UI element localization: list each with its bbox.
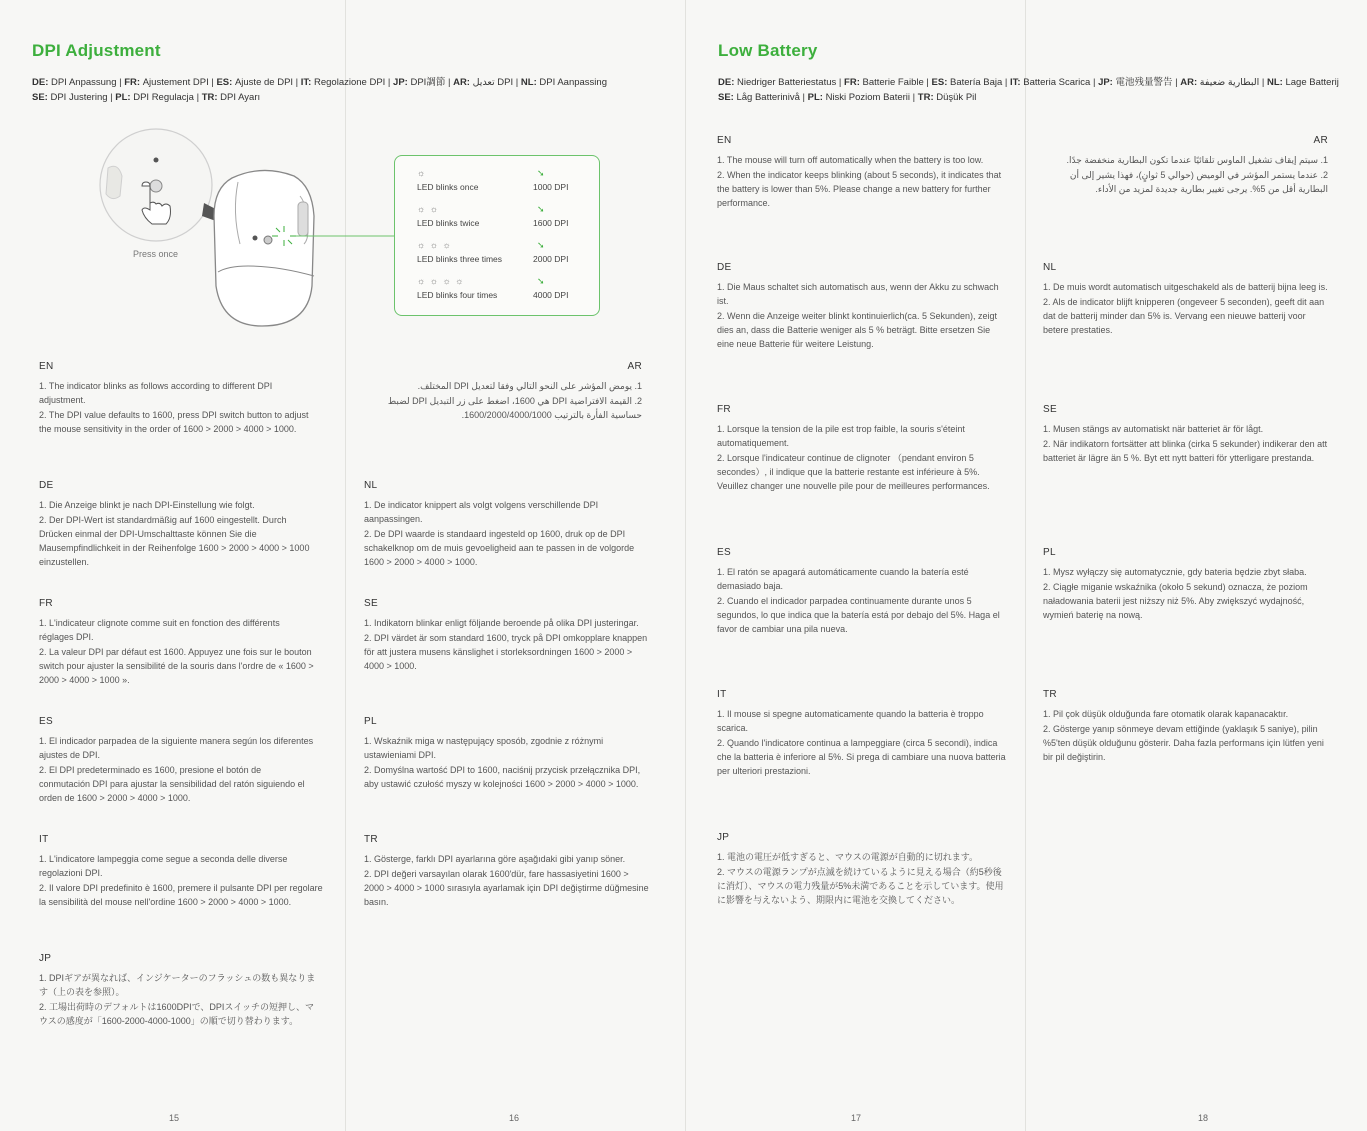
- instruction-line: 2. القيمة الافتراضية DPI هي 1600، اضغط على زر التبديل DPI لضبط حساسية الفأرة بالترتيب 1600/2000/4000/1000.: [387, 396, 642, 420]
- language-title: Batería Baja: [950, 77, 1003, 88]
- instruction-line: 1. Musen stängs av automatiskt när batteriet är för lågt.: [1043, 424, 1264, 434]
- instruction-line: 2. La valeur DPI par défaut est 1600. Appuyez une fois sur le bouton switch pour ajuster la sensibilité de la souris dans l'ordre de « 1600 > 2000 > 4000 > 1000 ».: [39, 647, 314, 685]
- instruction-line: 2. Gösterge yanıp sönmeye devam ettiğinde (yaklaşık 5 saniye), pilin %5'ten düşük olduğunu gösterir. Daha fazla performans için lütfen yeni bir pil değiştirin.: [1043, 724, 1324, 762]
- instruction-line: 2. عندما يستمر المؤشر في الوميض (حوالي 5 ثوانٍ)، فهذا يشير إلى أن البطارية أقل من 5%. يرجى تغيير بطارية جديدة لمزيد من الأداء.: [1069, 170, 1328, 194]
- separator: |: [513, 77, 521, 88]
- section-se: [1043, 403, 1335, 466]
- section-heading: JP: [717, 832, 730, 843]
- dpi-row-value: 4000 DPI: [533, 290, 569, 300]
- language-title: Niedriger Batteriestatus: [737, 77, 837, 88]
- mouse-body: [214, 170, 314, 326]
- page-18: [1025, 0, 1367, 1131]
- instruction-line: 1. Mysz wyłączy się automatycznie, gdy bateria będzie zbyt słaba.: [1043, 567, 1307, 577]
- language-code: AR:: [453, 77, 473, 88]
- separator: |: [1259, 77, 1268, 88]
- instruction-line: 2. Cuando el indicador parpadea continuamente durante unos 5 segundos, lo que indica que la batería está por debajo del 5%. Haga el favor de cambiar una pila nueva.: [717, 596, 1000, 634]
- section-jp: [39, 952, 319, 1029]
- section-heading: SE: [1043, 404, 1057, 415]
- language-code: JP:: [393, 77, 411, 88]
- separator: |: [1002, 77, 1011, 88]
- instruction-line: 2. DPI värdet är som standard 1600, tryck på DPI omkopplare knappen för att justera musens känslighet i storleksordningen 1600 > 2000 > 4000 > 1000.: [364, 633, 648, 671]
- language-title: DPI Regulacja: [133, 92, 194, 103]
- section-heading: AR: [627, 361, 642, 372]
- separator: |: [445, 77, 454, 88]
- dpi-row-label: LED blinks once: [417, 182, 479, 192]
- separator: |: [116, 77, 125, 88]
- section-pl: [364, 715, 649, 792]
- mouse-side-button: [298, 202, 308, 236]
- language-title: DPI Ayarı: [220, 92, 261, 103]
- separator: |: [910, 92, 918, 103]
- instruction-line: 1. يومض المؤشر على النحو التالي وفقا لتعديل DPI المختلف.: [417, 381, 642, 391]
- instruction-line: 1. Wskaźnik miga w następujący sposób, zgodnie z różnymi ustawieniami DPI.: [364, 736, 604, 760]
- separator: |: [1172, 77, 1181, 88]
- cursor-icon: ➘: [537, 204, 545, 214]
- instruction-line: 2. マウスの電源ランプが点滅を続けているように見える場合（約5秒後に消灯）、マウスの電力残量が5%未満であることを示しています。使用に影響を与えないよう、期限内に電池を交換してください。: [717, 867, 1004, 905]
- section-heading: DE: [39, 480, 54, 491]
- separator: |: [193, 92, 202, 103]
- language-title: Niski Poziom Baterii: [825, 92, 911, 103]
- language-code: ES:: [216, 77, 235, 88]
- blink-icon: ☼ ☼ ☼ ☼: [417, 276, 465, 286]
- language-title: DPI Aanpassing: [539, 77, 607, 88]
- separator: |: [1090, 77, 1099, 88]
- language-code: PL:: [807, 92, 826, 103]
- instruction-line: 1. Die Maus schaltet sich automatisch aus, wenn der Akku zu schwach ist.: [717, 282, 999, 306]
- section-heading: SE: [364, 598, 378, 609]
- section-heading: PL: [364, 716, 377, 727]
- section-en: [717, 134, 1007, 211]
- page-title: DPI Adjustment: [32, 41, 161, 60]
- instruction-line: 1. L'indicatore lampeggia come segue a seconda delle diverse regolazioni DPI.: [39, 854, 288, 878]
- instruction-line: 1. سيتم إيقاف تشغيل الماوس تلقائيًا عندما تكون البطارية منخفضة جدًا.: [1066, 155, 1328, 165]
- dpi-row-label: LED blinks twice: [417, 218, 480, 228]
- instruction-line: 1. L'indicateur clignote comme suit en fonction des différents réglages DPI.: [39, 618, 280, 642]
- language-title: تعديل DPI: [472, 77, 514, 88]
- instruction-line: 1. De muis wordt automatisch uitgeschakeld als de batterij bijna leeg is.: [1043, 282, 1328, 292]
- language-code: NL:: [1267, 77, 1286, 88]
- language-code: FR:: [124, 77, 143, 88]
- section-ar: [1043, 134, 1328, 197]
- instruction-line: 2. Ciągłe miganie wskaźnika (około 5 sekund) oznacza, że poziom naładowania baterii jest niższy niż 5%. Aby zwiększyć wydajność, wymień baterię na nową.: [1043, 582, 1308, 620]
- page-number: 17: [851, 1113, 862, 1123]
- separator: |: [836, 77, 845, 88]
- separator: |: [385, 77, 394, 88]
- section-de: [39, 479, 314, 570]
- language-code: DE:: [718, 77, 737, 88]
- language-code: ES:: [931, 77, 950, 88]
- language-code: PL:: [115, 92, 134, 103]
- section-heading: FR: [717, 404, 731, 415]
- instruction-line: 2. Wenn die Anzeige weiter blinkt kontinuierlich(ca. 5 Sekunden), zeigt dies an, dass die Batterie weniger als 5 % beträgt. Bitte ersetzen Sie eine neue Batterie für weitere Leistung.: [717, 311, 997, 349]
- separator: |: [107, 92, 116, 103]
- cursor-icon: ➘: [537, 240, 545, 250]
- section-pl: [1043, 546, 1333, 623]
- language-code: NL:: [520, 77, 540, 88]
- section-heading: EN: [717, 135, 732, 146]
- instruction-line: 2. Quando l'indicatore continua a lampeggiare (circa 5 secondi), indica che la batteria è inferiore al 5%. Si prega di cambiare una nuova batteria per ulteriori prestazioni.: [717, 738, 1006, 776]
- page-number: 15: [169, 1113, 180, 1123]
- dpi-button: [150, 180, 162, 192]
- section-heading: PL: [1043, 547, 1056, 558]
- mouse-edge-detail: [106, 166, 122, 198]
- language-code: IT:: [1010, 77, 1024, 88]
- instruction-line: 1. Pil çok düşük olduğunda fare otomatik olarak kapanacaktır.: [1043, 709, 1289, 719]
- language-code: SE:: [718, 92, 737, 103]
- language-title: DPI Anpassung: [51, 77, 117, 88]
- language-title: DPI調節: [410, 77, 446, 88]
- mouse-dpi-button: [264, 236, 272, 244]
- mouse-led: [253, 236, 258, 241]
- language-title: Ajustement DPI: [142, 77, 209, 88]
- section-en: [39, 360, 314, 437]
- separator: |: [799, 92, 808, 103]
- language-title: 電池残量警告: [1115, 77, 1173, 88]
- section-it: [717, 688, 1007, 779]
- language-title: Lage Batterij: [1285, 77, 1339, 88]
- instruction-line: 1. 電池の電圧が低すぎると、マウスの電源が自動的に切れます。: [717, 852, 979, 862]
- language-code: AR:: [1180, 77, 1200, 88]
- dpi-row-value: 1600 DPI: [533, 218, 569, 228]
- section-tr: [1043, 688, 1333, 765]
- language-code: IT:: [300, 77, 314, 88]
- separator: |: [293, 77, 301, 88]
- section-heading: FR: [39, 598, 53, 609]
- instruction-line: 1. Gösterge, farklı DPI ayarlarına göre aşağıdaki gibi yanıp söner.: [364, 854, 626, 864]
- instruction-line: 2. Il valore DPI predefinito è 1600, premere il pulsante DPI per regolare la sensibilità del mouse nell'ordine 1600 > 2000 > 4000 > 1000.: [39, 883, 323, 907]
- language-title: Låg Batterinivå: [736, 92, 800, 103]
- instruction-line: 2. Lorsque l'indicateur continue de clignoter （pendant environ 5 secondes）, il indique que la batterie restante est inférieure à 5%. Veuillez changer une nouvelle pile pour de meilleures performances.: [717, 453, 990, 491]
- language-title: Düşük Pil: [936, 92, 977, 103]
- page-16: [345, 0, 685, 1131]
- language-code: TR:: [917, 92, 937, 103]
- section-heading: TR: [364, 834, 378, 845]
- section-heading: NL: [1043, 262, 1057, 273]
- language-title: البطارية ضعيفة: [1199, 77, 1260, 88]
- instruction-line: 1. Indikatorn blinkar enligt följande beroende på olika DPI justeringar.: [364, 618, 639, 628]
- page-number: 18: [1198, 1113, 1209, 1123]
- instruction-line: 1. Die Anzeige blinkt je nach DPI-Einstellung wie folgt.: [39, 500, 255, 510]
- section-se: [364, 597, 649, 674]
- section-it: [39, 833, 324, 910]
- instruction-line: 1. De indicator knippert als volgt volgens verschillende DPI aanpassingen.: [364, 500, 599, 524]
- dpi-row-value: 2000 DPI: [533, 254, 569, 264]
- section-heading: IT: [717, 689, 727, 700]
- separator: |: [208, 77, 217, 88]
- section-nl: [364, 479, 649, 570]
- instruction-line: 2. El DPI predeterminado es 1600, presione el botón de conmutación DPI para ajustar la sensibilidad del ratón siguiendo el orden de 1600 > 2000 > 4000 > 1000.: [39, 765, 305, 803]
- instruction-line: 2. Der DPI-Wert ist standardmäßig auf 1600 eingestellt. Durch Drücken einmal der DPI-Umschalttaste können Sie die Mausempfindlichkeit in der Reihenfolge 1600 > 2000 > 4000 > 1000 einzustellen.: [39, 515, 310, 567]
- section-heading: NL: [364, 480, 378, 491]
- separator: |: [923, 77, 932, 88]
- section-heading: IT: [39, 834, 49, 845]
- section-fr: [39, 597, 314, 688]
- instruction-line: 1. Il mouse si spegne automaticamente quando la batteria è troppo scarica.: [717, 709, 984, 733]
- language-title: DPI Justering: [50, 92, 108, 103]
- instruction-line: 2. When the indicator keeps blinking (about 5 seconds), it indicates that the battery is lower than 5%. Please change a new battery for further performance.: [717, 170, 1002, 208]
- instruction-line: 1. Lorsque la tension de la pile est trop faible, la souris s'éteint automatiquement.: [717, 424, 965, 448]
- instruction-line: 1. DPIギアが異なれば、インジケーターのフラッシュの数も異なります（上の表を参照）。: [39, 973, 316, 997]
- section-heading: JP: [39, 953, 52, 964]
- language-title: Batterie Faible: [862, 77, 924, 88]
- language-code: DE:: [32, 77, 51, 88]
- page-number: 16: [509, 1113, 520, 1123]
- section-de: [717, 261, 1002, 352]
- led-dot: [154, 158, 159, 163]
- section-es: [717, 546, 1002, 637]
- blink-icon: ☼ ☼ ☼: [417, 240, 452, 250]
- instruction-line: 1. El ratón se apagará automáticamente cuando la batería esté demasiado baja.: [717, 567, 969, 591]
- press-once-label: Press once: [133, 249, 179, 259]
- blink-icon: ☼: [417, 168, 427, 178]
- instruction-line: 2. De DPI waarde is standaard ingesteld op 1600, druk op de DPI schakelknop om de muis gevoeligheid aan te passen in de volgorde 1600 > 2000 > 4000 > 1000.: [364, 529, 635, 567]
- instruction-line: 1. The mouse will turn off automatically when the battery is too low.: [717, 155, 984, 165]
- section-fr: [717, 403, 1007, 494]
- instruction-line: 2. Als de indicator blijft knipperen (ongeveer 5 seconden), geeft dit aan dat de batterij minder dan 5% is. Vervang een nieuwe batterij voor betere prestaties.: [1043, 297, 1325, 335]
- blink-icon: ☼ ☼: [417, 204, 439, 214]
- language-title: Batteria Scarica: [1023, 77, 1091, 88]
- cursor-icon: ➘: [537, 276, 545, 286]
- section-heading: ES: [39, 716, 53, 727]
- section-tr: [364, 833, 649, 910]
- instruction-line: 2. Domyślna wartość DPI to 1600, naciśnij przycisk przełącznika DPI, aby ustawić czułość myszy w kolejności 1600 > 2000 > 4000 > 1000.: [364, 765, 641, 789]
- instruction-line: 1. The indicator blinks as follows according to different DPI adjustment.: [39, 381, 273, 405]
- section-es: [39, 715, 314, 806]
- instruction-line: 2. DPI değeri varsayılan olarak 1600'dür, fare hassasiyetini 1600 > 2000 > 4000 > 1000 sırasıyla ayarlamak için DPI değiştirme düğmesine basın.: [364, 869, 649, 907]
- instruction-line: 1. El indicador parpadea de la siguiente manera según los diferentes ajustes de DPI.: [39, 736, 314, 760]
- instruction-line: 2. När indikatorn fortsätter att blinka (cirka 5 sekunder) indikerar den att batteriet är lägre än 5 %. Byt ett nytt batteri för ytterligare prestanda.: [1043, 439, 1328, 463]
- dpi-row-label: LED blinks three times: [417, 254, 503, 264]
- language-code: FR:: [844, 77, 863, 88]
- language-code: TR:: [201, 92, 221, 103]
- language-code: SE:: [32, 92, 51, 103]
- page-title: Low Battery: [718, 41, 818, 60]
- section-nl: [1043, 261, 1333, 338]
- instruction-line: 2. 工場出荷時のデフォルトは1600DPIで、DPIスイッチの短押し、マウスの感度が「1600-2000-4000-1000」の順で切り替わります。: [39, 1002, 315, 1026]
- section-ar: [364, 360, 642, 423]
- language-code: JP:: [1098, 77, 1116, 88]
- cursor-icon: ➘: [537, 168, 545, 178]
- dpi-row-label: LED blinks four times: [417, 290, 498, 300]
- section-jp: [717, 831, 1007, 908]
- section-heading: ES: [717, 547, 731, 558]
- section-heading: EN: [39, 361, 54, 372]
- section-heading: AR: [1313, 135, 1328, 146]
- section-heading: DE: [717, 262, 732, 273]
- dpi-row-value: 1000 DPI: [533, 182, 569, 192]
- language-title: Regolazione DPI: [314, 77, 386, 88]
- section-heading: TR: [1043, 689, 1057, 700]
- language-title: Ajuste de DPI: [234, 77, 294, 88]
- instruction-line: 2. The DPI value defaults to 1600, press DPI switch button to adjust the mouse sensitivity in the order of 1600 > 2000 > 4000 > 1000.: [39, 410, 309, 434]
